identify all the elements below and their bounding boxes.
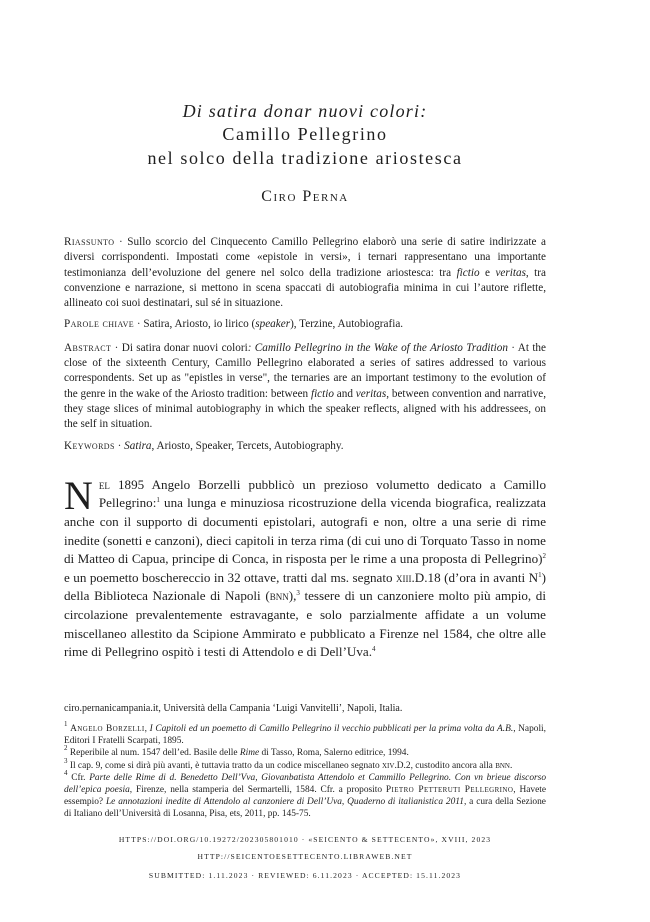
riassunto-label: Riassunto — [64, 236, 115, 248]
body-text: .D.18 (d’ora in avanti N — [411, 569, 539, 585]
title-line-1 — [64, 100, 546, 122]
keywords — [64, 439, 546, 454]
body-text: 1895 Angelo Borzelli pubblicò un prezioso volumetto dedicato a Camillo Pellegrino: — [98, 476, 546, 511]
title-line-3: nel solco della tradizione ariostesca — [147, 148, 463, 168]
library-acronym: bnn — [495, 760, 510, 771]
abstract-text: · Di satira donar nuovi colori — [111, 341, 248, 354]
footnote-number: 1 — [64, 720, 68, 728]
submission-dates: SUBMITTED: 1.11.2023 · REVIEWED: 6.11.2023 · ACCEPTED: 15.11.2023 — [148, 870, 462, 880]
footnote-number: 3 — [64, 756, 68, 765]
parole-chiave — [64, 317, 546, 332]
footnote-number: 2 — [64, 744, 68, 753]
body-text: tessere di un canzoniere molto più ampio, di circolazione prevalentemente estravagante, e solo parzialmente affidate a un volume miscellaneo allestito da Scipione Ammirato e pubblicato a Firenze nel 1584, che oltre alle rime di Pellegrino ospitò i testi di Attendolo e di Dell’Uva. — [64, 588, 546, 660]
doi-line[interactable]: HTTPS://DOI.ORG/10.19272/202305801010 · «SEICENTO & SETTECENTO», XVIII, 2023 — [118, 834, 492, 844]
footnote-text: . — [509, 760, 513, 771]
article-page — [64, 0, 546, 880]
page-footer — [64, 835, 546, 880]
shelfmark-numeral: xiv — [381, 760, 395, 771]
footnote-text: .D.2, custodito ancora alla — [394, 760, 496, 771]
footnote-text: , Napoli, Editori I Fratelli Scarpati, 1895. — [64, 724, 547, 747]
footnote-text: Reperibile al num. 1547 dell’ed. Basile delle — [69, 748, 240, 759]
footnotes — [64, 703, 546, 821]
abstract-veritas: veritas — [355, 387, 387, 400]
footnote-text: Cfr. — [71, 772, 90, 783]
abstract-title-en: : Camillo Pellegrino in the Wake of the Ariosto Tradition — [247, 341, 508, 354]
abstract-section — [64, 235, 546, 454]
title-line-2: Camillo Pellegrino — [222, 124, 388, 144]
parole-chiave-text: · Satira, Ariosto, io lirico ( — [134, 318, 256, 331]
footnote-title: Parte delle Rime di d. Benedetto Dell’Vva, Giovanbatista Attendolo et Cammillo Pellegrino. Con vn brieue discorso dell’epica poesia — [64, 772, 547, 796]
footnote-1 — [64, 720, 547, 747]
footnote-author: Pietro Petteruti Pellegrino — [385, 785, 514, 796]
footnote-title: I Capitoli ed un poemetto di Camillo Pellegrino il vecchio pubblicati per la prima volta da A.B. — [149, 724, 514, 734]
riassunto-veritas: veritas — [495, 266, 526, 279]
body-text: ), — [288, 588, 297, 604]
body-paragraph — [64, 472, 547, 662]
article-title — [64, 100, 546, 170]
shelfmark-numeral: xiii — [396, 569, 412, 585]
footnote-text: , Firenze, nella stamperia del Sermartelli, 1584. Cfr. a proposito — [129, 785, 386, 796]
parole-chiave-label: Parole chiave — [64, 318, 135, 331]
keywords-text: · — [114, 439, 125, 452]
footnote-text: di Tasso, Roma, Salerno editrice, 1994. — [259, 748, 409, 759]
abstract-fictio: fictio — [310, 387, 334, 400]
riassunto-fictio: fictio — [456, 266, 480, 279]
journal-url[interactable]: HTTP://SEICENTOESETTECENTO.LIBRAWEB.NET — [197, 851, 413, 861]
footnote-text: , Havete essempio? — [64, 785, 546, 808]
abstract-label: Abstract — [64, 341, 112, 354]
footnote-ref-3[interactable]: 3 — [296, 589, 300, 598]
body-text: una lunga e minuziosa ricostruzione della vicenda biografica, realizzata anche con il supporto di documenti epistolari, autografi e non, oltre a una serie di rime inedite (sonetti e canzoni), dieci capitoli in terza rima (di cui uno di Torquato Tasso in nome di Matteo di Capua, principe di Conca, in risposta per le rime a una proposta di Pellegrino) — [64, 495, 546, 567]
footnote-3 — [64, 756, 546, 772]
footnote-ref-4[interactable]: 4 — [372, 645, 376, 654]
footnote-text: Il cap. 9, come si dirà più avanti, è tuttavia tratto da un codice miscellaneo segnato — [69, 760, 382, 771]
first-word-rest: el — [98, 476, 110, 492]
parole-chiave-text: ), Terzine, Autobiografia. — [290, 318, 404, 331]
footnote-text: , — [144, 724, 150, 734]
riassunto-text: e — [479, 266, 496, 279]
body-text: e un poemetto boschereccio in 32 ottave, tratti dal ms. segnato — [64, 569, 397, 585]
footnote-ref-1[interactable]: 1 — [156, 496, 160, 505]
author-affiliation: ciro.pernanicampania.it, Università della Campania ‘Luigi Vanvitelli’, Napoli, Italia. — [64, 702, 403, 714]
riassunto — [64, 235, 546, 311]
title-italic: Di satira donar nuovi colori — [182, 101, 421, 121]
title-colon: : — [420, 101, 428, 121]
parole-chiave-speaker: speaker — [255, 318, 291, 331]
library-acronym: bnn — [269, 588, 289, 604]
keywords-text: , Ariosto, Speaker, Tercets, Autobiography. — [151, 439, 344, 452]
footnote-2 — [64, 744, 546, 759]
footnote-4 — [64, 768, 547, 821]
abstract — [64, 341, 546, 433]
body-text: ) della Biblioteca Nazionale di Napoli ( — [64, 569, 547, 604]
riassunto-text: · Sullo scorcio del Cinquecento Camillo Pellegrino elaborò una serie di satire indirizzate a diversi corrispondenti. Impostati come «epistole in versi», i ternari rappresentano una importante testimonianza dell’evoluzione del genere nel solco della tradizione ariostesca: tra — [64, 236, 546, 279]
abstract-text: and — [333, 387, 356, 400]
author-name: Ciro Perna — [261, 188, 349, 205]
footnote-author: Angelo Borzelli — [70, 724, 145, 734]
footnote-number: 4 — [64, 768, 68, 777]
keywords-label: Keywords — [64, 439, 115, 452]
abstract-text: , between convention and narrative, they stage slices of minimal autobiography in which the speaker reflects, aligned with his addressees, on the self in situation. — [64, 387, 547, 431]
footnote-title: Le annotazioni inedite di Attendolo al canzoniere di Dell’Uva, Quaderno di italianistica 2011 — [105, 797, 464, 808]
abstract-text: · At the close of the sixteenth Century, Camillo Pellegrino elaborated a series of satires addressed to various correspondents. Set up as "epistles in verse", the ternaries are an important testimony to the evolution of the genre in the wake of the Ariosto tradition: between — [64, 341, 546, 400]
keywords-satira: Satira — [124, 439, 152, 452]
riassunto-text: , tra convenzione e narrazione, si mettono in scena spaccati di autobiografia minima in cui l’autore riflette, allineato coi suoi destinatari, sul sé in situazione. — [64, 266, 546, 310]
footnote-title: Rime — [239, 748, 260, 759]
manuscript-siglum-sup: 1 — [538, 570, 542, 579]
drop-cap: N — [64, 472, 93, 518]
footnote-text: , a cura della Sezione di Italiano dell’Università di Losanna, Pisa, ets, 2011, pp. 145-75. — [64, 797, 546, 820]
footnote-ref-2[interactable]: 2 — [542, 552, 546, 561]
